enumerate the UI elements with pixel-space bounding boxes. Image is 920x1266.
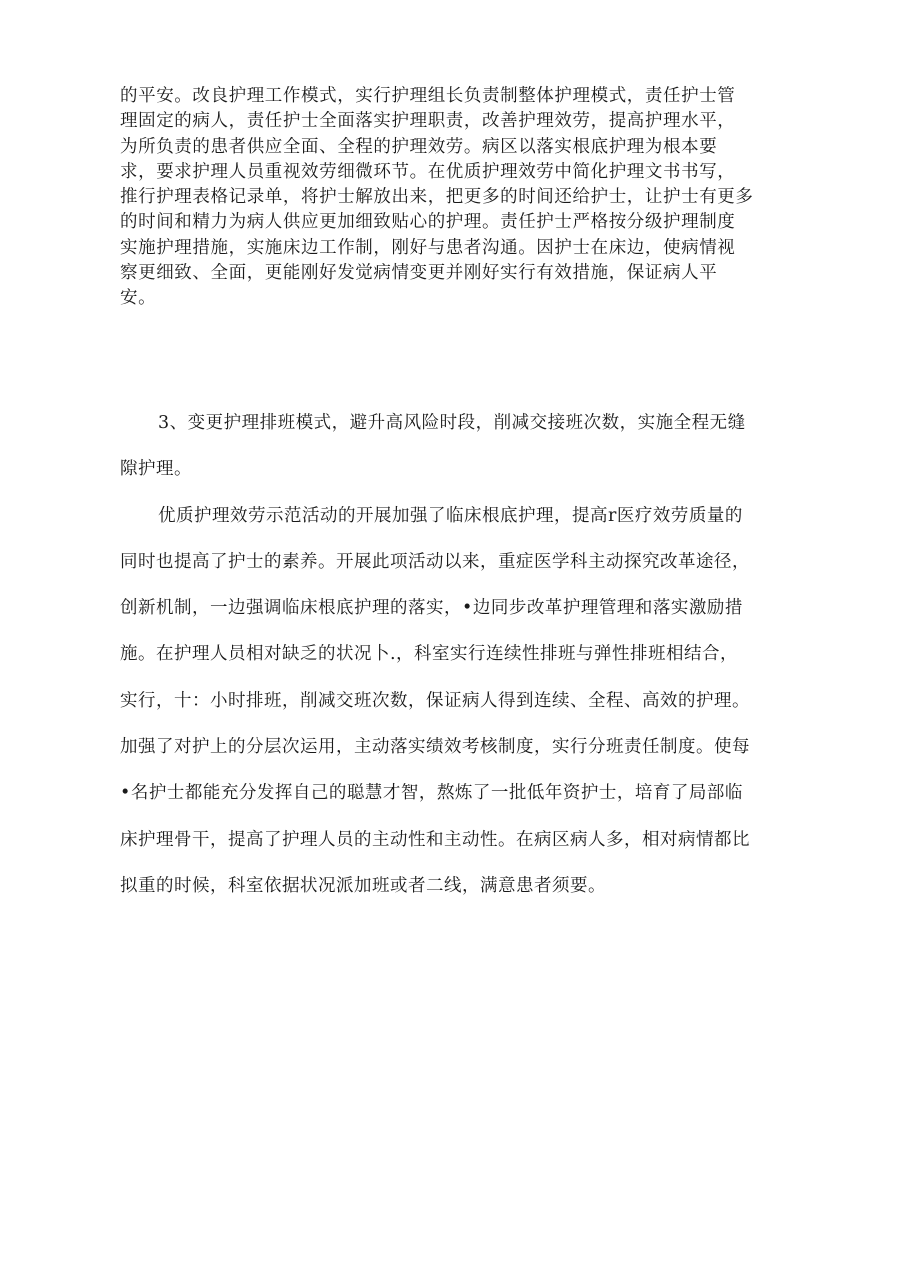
text-line: 求，要求护理人员重视效劳细微环节。在优质护理效劳中简化护理文书书写， [120, 161, 736, 182]
text-line: 实行，十：小时排班，削减交班次数，保证病人得到连续、全程、高效的护理。 [120, 690, 750, 711]
text-line: 床护理骨干，提高了护理人员的主动性和主动性。在病区病人多，相对病情都比 [120, 829, 750, 850]
text-line: 创新机制，一边强调临床根底护理的落实，•边同步改革护理管理和落实激励措 [120, 598, 743, 619]
heading-line: 3、变更护理排班模式，避升高风险时段，削减交接班次数，实施全程无缝 [158, 413, 746, 433]
text-line: 安。 [120, 288, 157, 309]
body-paragraph [120, 493, 810, 910]
text-line: 理固定的病人，责任护士全面落实护理职责，改善护理效劳，提高护理水平， [120, 111, 736, 132]
text-line: 施。在护理人员相对缺乏的状况卜.，科室实行连续性排班与弹性排班相结合， [120, 644, 739, 665]
text-line: 实施护理措施，实施床边工作制，刚好与患者沟通。因护士在床边，使病情视 [120, 237, 736, 258]
body-section [120, 400, 810, 909]
heading-line: 隙护理。 [120, 459, 192, 480]
text-line: 拟重的时候，科室依据状况派加班或者二线，满意患者须要。 [120, 875, 606, 896]
top-paragraph [120, 84, 800, 312]
text-line: 为所负责的患者供应全面、全程的护理效劳。病区以落实根底护理为根本要 [120, 136, 718, 157]
text-line: •名护士都能充分发挥自己的聪慧才智，熬炼了一批低年资护士，培育了局部临 [120, 783, 743, 804]
text-line: 优质护理效劳示范活动的开展加强了临床根底护理，提高r医疗效劳质量的 [158, 505, 743, 526]
text-line: 察更细致、全面，更能刚好发觉病情变更并刚好实行有效措施，保证病人平 [120, 263, 718, 284]
text-line: 加强了对护上的分层次运用，主动落实绩效考核制度，实行分班责任制度。使每 [120, 737, 750, 758]
text-line: 同时也提高了护士的素养。开展此项活动以来，重症医学科主动探究改革途径， [120, 551, 750, 572]
text-line: 推行护理表格记录单，将护士解放出来，把更多的时间还给护士，让护士有更多 [120, 187, 754, 208]
section-heading [120, 400, 810, 493]
text-line: 的时间和精力为病人供应更加细致贴心的护理。责任护士严格按分级护理制度 [120, 212, 736, 233]
text-line: 的平安。改良护理工作模式，实行护理组长负责制整体护理模式，责任护士管 [120, 86, 736, 106]
